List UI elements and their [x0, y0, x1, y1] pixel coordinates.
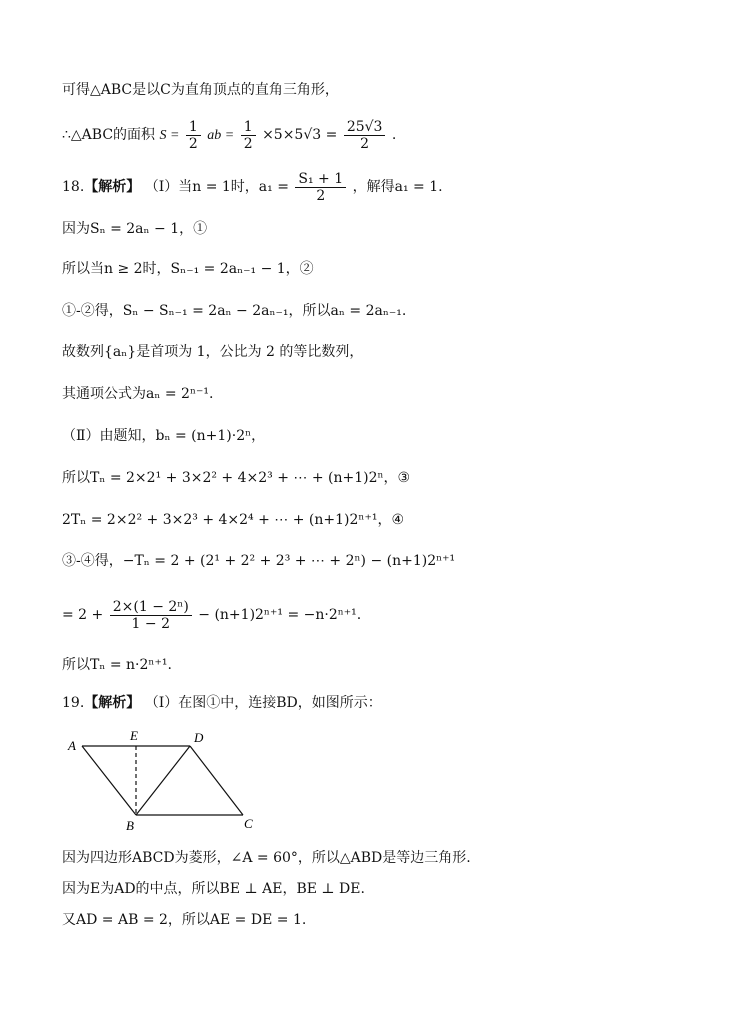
line-sum-result: [62, 595, 361, 635]
line-sn-eq2: 所以当n ≥ 2时，Sₙ₋₁ = 2aₙ₋₁ − 1，②: [62, 261, 314, 277]
line-part2-bn: （Ⅱ）由题知，bₙ = (n+1)·2ⁿ，: [62, 428, 266, 444]
area-s: S =: [159, 128, 180, 143]
line-lengths: 又AD = AB = 2，所以AE = DE = 1.: [62, 912, 307, 928]
line-subtract-34: ③-④得，−Tₙ = 2 + (2¹ + 2² + 2³ + ⋯ + 2ⁿ) − (n+1)2ⁿ⁺¹: [62, 553, 456, 569]
area-prefix: ∴△ABC的面积: [62, 127, 156, 143]
solution-tag-18: 【解析】: [84, 179, 141, 195]
segment-bd: [136, 746, 190, 815]
label-d: D: [194, 730, 204, 745]
frac-num: 1: [186, 119, 201, 136]
line-2tn-eq4: 2Tₙ = 2×2² + 3×2³ + 4×2⁴ + ⋯ + (n+1)2ⁿ⁺¹，④: [62, 512, 405, 528]
fraction-half-2: [241, 119, 256, 152]
line-tn-eq3: 所以Tₙ = 2×2¹ + 3×2² + 4×2³ + ⋯ + (n+1)2ⁿ，③: [62, 470, 411, 486]
q18-text: （Ⅰ）当n = 1时，a₁ =: [144, 179, 289, 195]
line-general-term: 其通项公式为aₙ = 2ⁿ⁻¹.: [62, 386, 214, 402]
fraction-half-1: [186, 119, 201, 152]
line-q19-part1: [62, 693, 382, 713]
rhombus-figure: [62, 726, 272, 836]
label-e: E: [130, 728, 138, 743]
frac-num: 25√3: [344, 119, 386, 136]
line-sn-eq1: 因为Sₙ = 2aₙ − 1，①: [62, 221, 208, 237]
line-tn-result: 所以Tₙ = n·2ⁿ⁺¹.: [62, 657, 172, 673]
label-c: C: [244, 816, 253, 831]
frac-den: 1 − 2: [131, 615, 170, 632]
frac-num: 2×(1 − 2ⁿ): [110, 599, 192, 616]
line-geometric: 故数列{aₙ}是首项为 1，公比为 2 的等比数列，: [62, 344, 364, 360]
fraction-s1: [295, 171, 346, 204]
frac-num: S₁ + 1: [295, 171, 346, 188]
fraction-result: [344, 119, 386, 152]
label-b: B: [126, 818, 134, 833]
frac-num: 1: [241, 119, 256, 136]
q18-end: ，解得a₁ = 1.: [352, 179, 443, 195]
frac-den: 2: [316, 187, 326, 204]
area-ab: ab =: [207, 128, 235, 143]
area-product: ×5×5√3 =: [262, 127, 338, 143]
sum-end: − (n+1)2ⁿ⁺¹ = −n·2ⁿ⁺¹.: [198, 607, 362, 623]
question-number-18: 18.: [62, 179, 85, 195]
frac-den: 2: [188, 135, 198, 152]
label-a: A: [68, 738, 76, 753]
line-area-formula: [62, 117, 396, 154]
q19-text: （Ⅰ）在图①中，连接BD，如图所示：: [144, 695, 382, 711]
segment-ab: [82, 746, 136, 815]
fraction-geometric-sum: [110, 599, 192, 632]
line-perpendicular: 因为E为AD的中点，所以BE ⊥ AE，BE ⊥ DE.: [62, 881, 365, 897]
frac-den: 2: [243, 135, 253, 152]
line-subtract: ①-②得，Sₙ − Sₙ₋₁ = 2aₙ − 2aₙ₋₁，所以aₙ = 2aₙ₋₁.: [62, 303, 407, 319]
line-equilateral: 因为四边形ABCD为菱形，∠A = 60°，所以△ABD是等边三角形.: [62, 850, 471, 866]
line-right-triangle: 可得△ABC是以C为直角顶点的直角三角形，: [62, 82, 339, 98]
solution-tag-19: 【解析】: [84, 695, 141, 711]
frac-den: 2: [360, 135, 370, 152]
segment-dc: [190, 746, 243, 815]
line-q18-part1: [62, 169, 443, 205]
sum-prefix: = 2 +: [62, 607, 104, 623]
area-end: .: [391, 127, 397, 143]
question-number-19: 19.: [62, 695, 85, 711]
